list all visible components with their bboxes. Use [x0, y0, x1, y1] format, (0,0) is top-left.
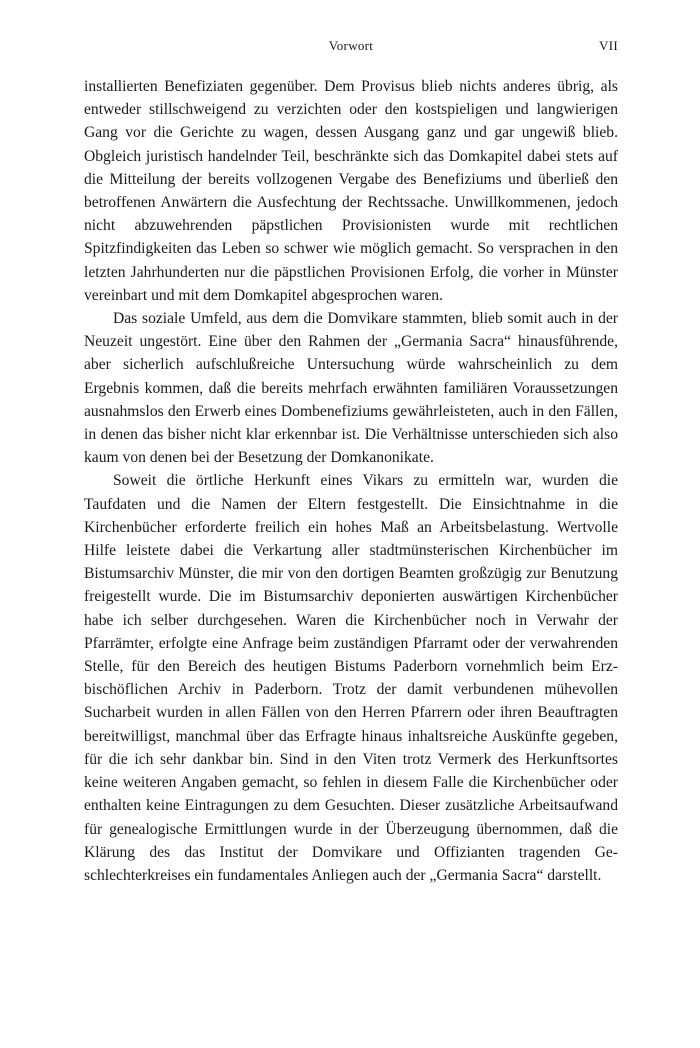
body-text	[84, 75, 618, 887]
paragraph-3: Soweit die örtliche Herkunft eines Vikars zu ermitteln war, wurden die Taufdaten und die Namen der Eltern festgestellt. Die Einsichtnahme in die Kirchenbücher erforderte freilich ein hohes Maß an Arbeitsbelastung. Wertvolle Hilfe leistete dabei die Verkartung aller stadtmünsterischen Kirchenbücher im Bistumsarchiv Münster, die mir von den dortigen Beamten großzügig zur Benutzung freigestellt wurde. Die im Bistumsarchiv deponierten auswärtigen Kirchenbücher habe ich selber durchgesehen. Waren die Kirchenbücher noch in Verwahr der Pfarrämter, erfolgte eine Anfrage beim zuständigen Pfarramt oder der verwahrenden Stelle, für den Bereich des heutigen Bistums Paderborn vornehmlich beim Erzbischöflichen Archiv in Paderborn. Trotz der damit verbundenen mühevollen Sucharbeit wurden in allen Fällen von den Herren Pfarrern oder ihren Beauftragten bereitwilligst, manchmal über das Erfragte hinaus inhaltsreiche Auskünfte gegeben, für die ich sehr dankbar bin. Sind in den Viten trotz Vermerk des Herkunftsortes keine weiteren Angaben gemacht, so fehlen in diesem Falle die Kirchenbücher oder enthalten keine Eintragungen zu dem Gesuchten. Dieser zusätzliche Arbeitsaufwand für genealogische Ermittlungen wurde in der Überzeugung übernommen, daß die Klärung des das Institut der Domvikare und Offizianten tragenden Geschlechterkreises ein fundamentales Anliegen auch der „Germania Sacra“ darstellt.	[84, 472, 618, 884]
running-title: Vorwort	[328, 38, 374, 53]
running-head	[84, 38, 618, 58]
paragraph-2: Das soziale Umfeld, aus dem die Domvikare stammten, blieb somit auch in der Neuzeit ungestört. Eine über den Rahmen der „Germania Sacra“ hinausführende, aber sicherlich aufschlußreiche Untersuchung würde wahrscheinlich zu dem Ergebnis kommen, daß die bereits mehrfach erwähnten familiären Voraussetzungen ausnahmslos den Erwerb eines Dombenefiziums gewährleisteten, auch in den Fällen, in denen das bisher nicht klar erkennbar ist. Die Verhältnisse unterschieden sich also kaum von denen bei der Besetzung der Domkanonikate.	[84, 310, 618, 467]
paragraph-1: installierten Benefiziaten gegenüber. Dem Provisus blieb nichts anderes übrig, als entweder stillschweigend zu verzichten oder den kostspieligen und langwierigen Gang vor die Gerichte zu wagen, dessen Ausgang ganz und gar ungewiß blieb. Obgleich juristisch handelnder Teil, beschränkte sich das Domkapitel dabei stets auf die Mitteilung der bereits vollzogenen Vergabe des Benefiziums und überließ den betroffenen Anwärtern die Ausfechtung der Rechtssache. Unwillkommenen, jedoch nicht abzuwehrenden päpstlichen Provisionisten wurde mit rechtlichen Spitzfindigkeiten das Leben so schwer wie möglich gemacht. So versprachen in den letzten Jahrhunderten nur die päpstlichen Provisionen Erfolg, die vorher in Münster vereinbart und mit dem Domkapitel abgesprochen waren.	[84, 78, 618, 304]
page-number: VII	[599, 38, 618, 53]
